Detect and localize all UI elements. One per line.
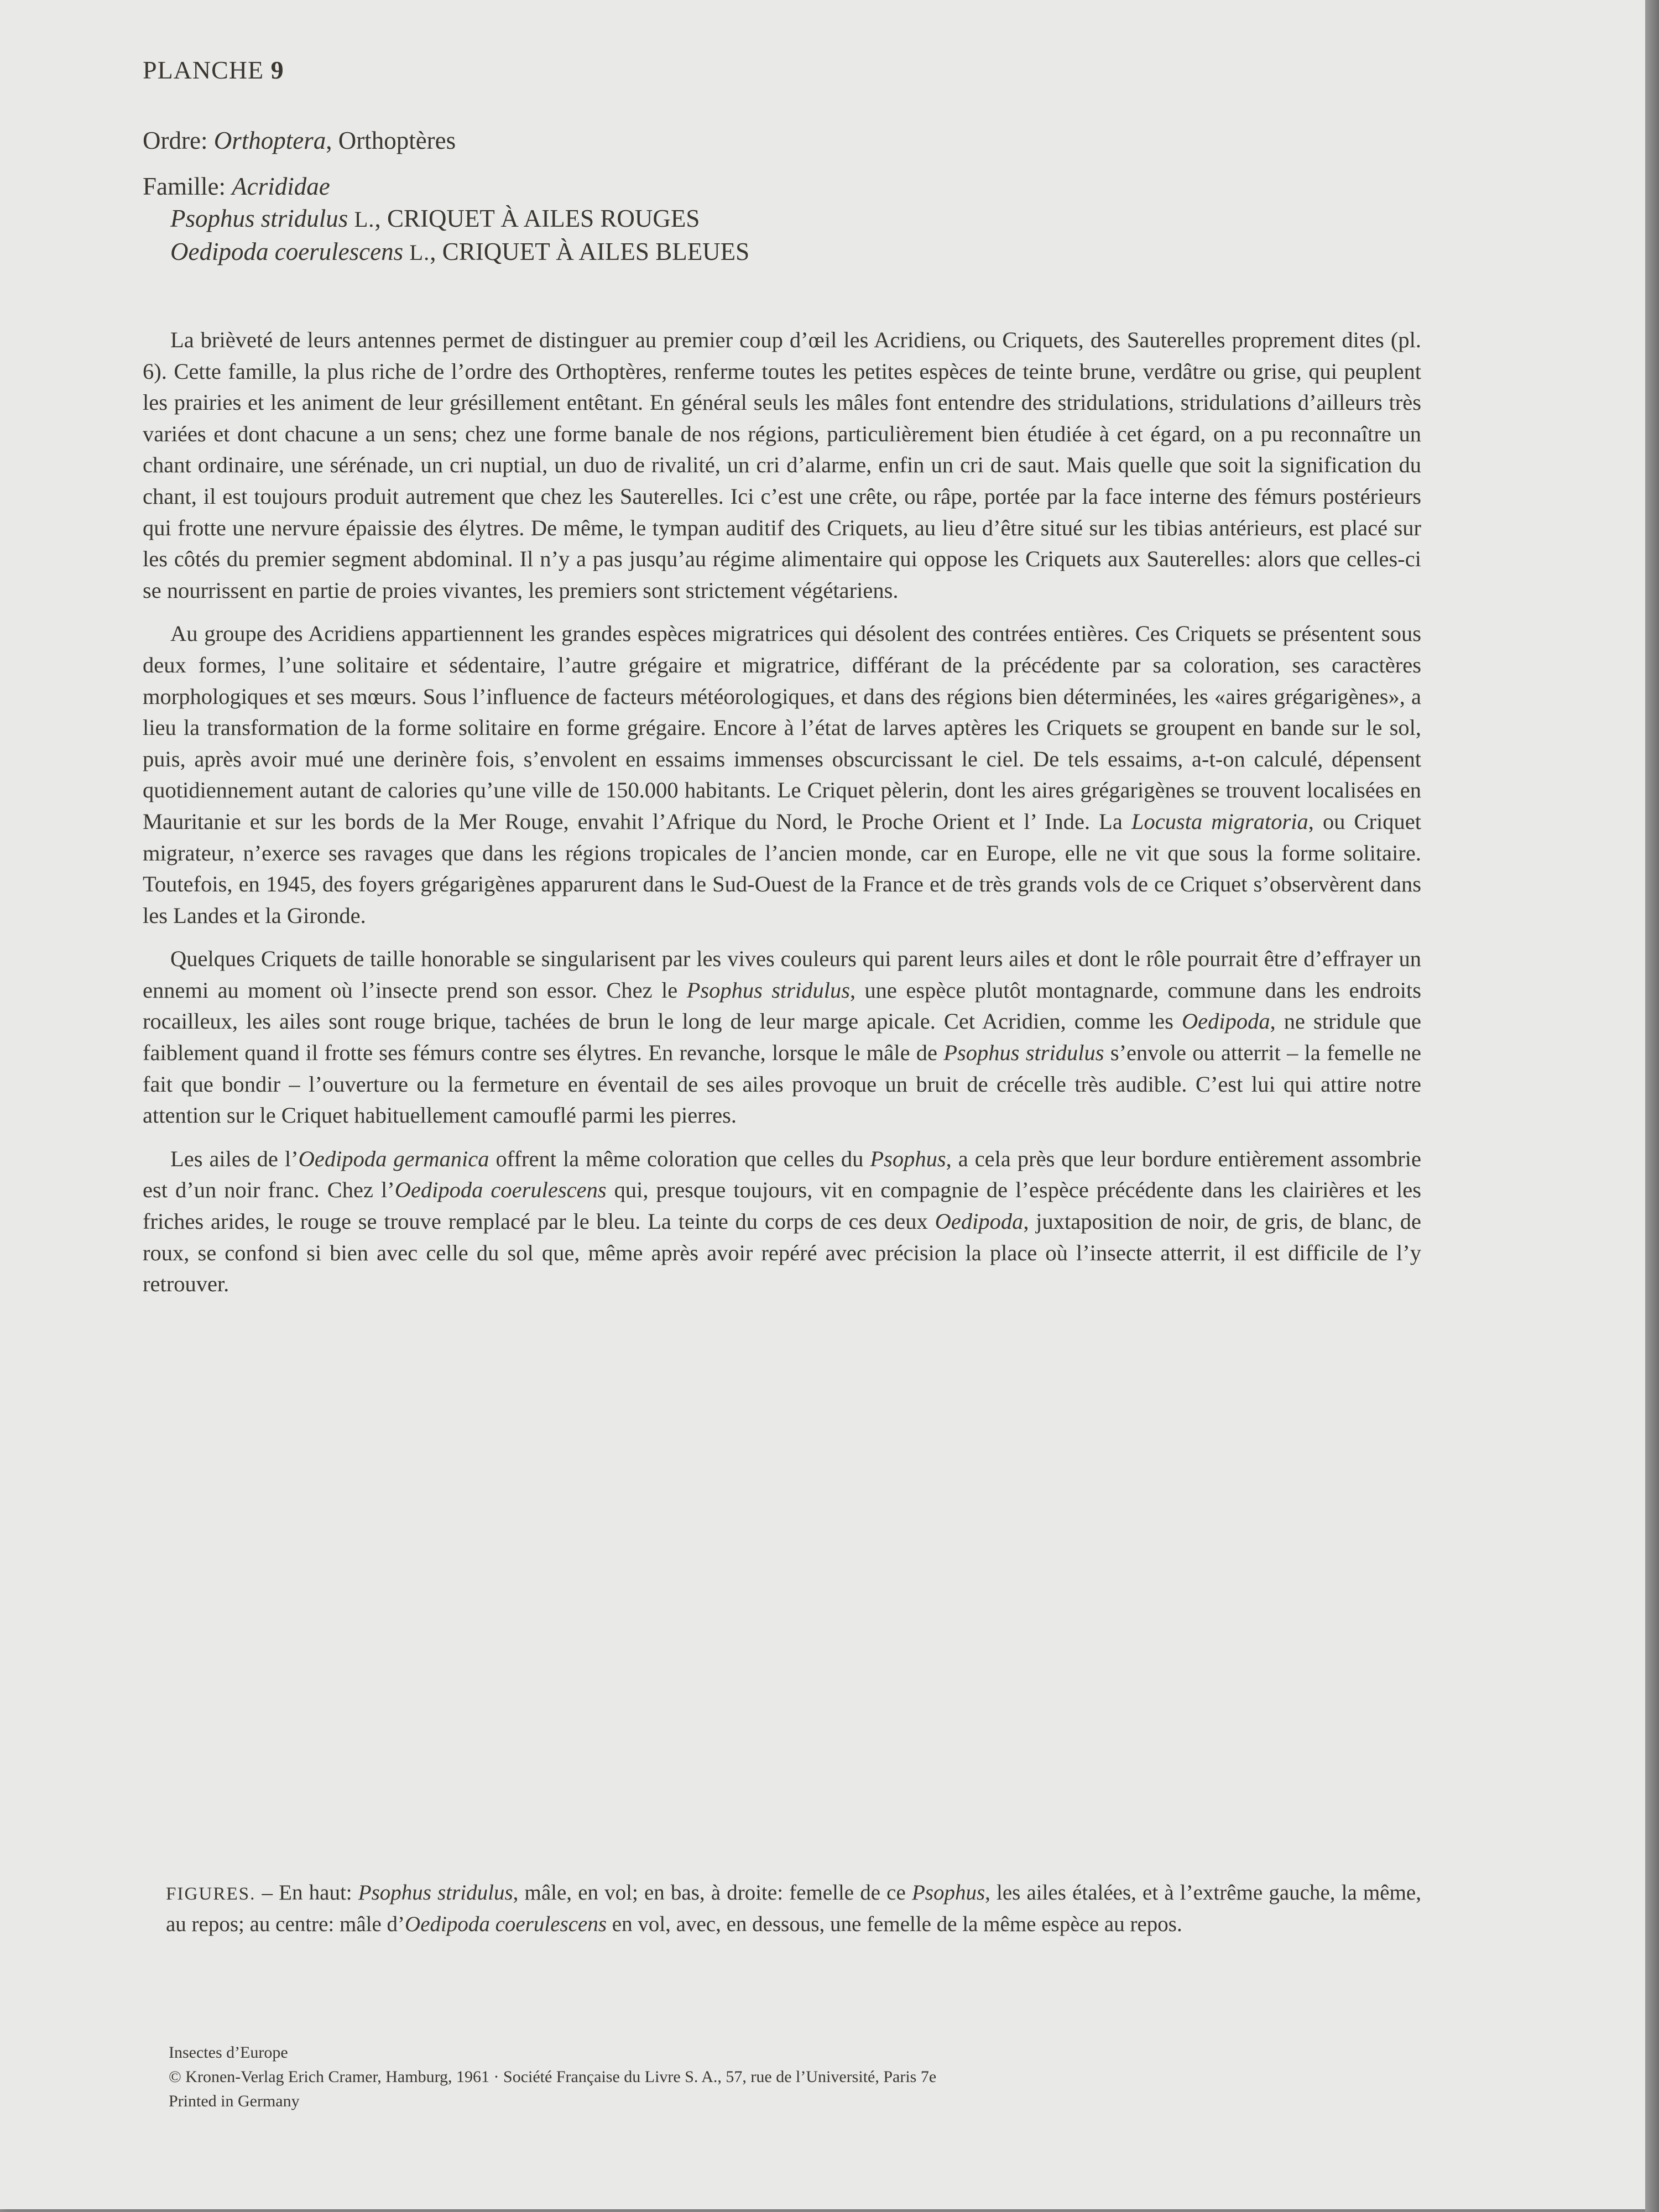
- paragraph-text: , juxtaposition de noir, de gris, de blanc, de roux, se confond si bien avec celle du sol que, même après avoir repéré avec précision la place où l’insecte atterrit, il est difficile de l’y retrouver.: [143, 1209, 1421, 1297]
- paragraph-1: [143, 325, 1421, 606]
- italic-term: Oedipoda: [935, 1209, 1024, 1234]
- caption-text: , les ailes étalées, et à l’extrême gauche, la même, au repos; au centre: mâle d’: [166, 1881, 1421, 1936]
- printed-in: Printed in Germany: [169, 2092, 300, 2110]
- species-common-name: CRIQUET À AILES BLEUES: [442, 238, 750, 265]
- species-latin: Oedipoda coerulescens: [170, 238, 404, 265]
- family-line: [143, 170, 749, 202]
- order-label: Ordre:: [143, 127, 208, 154]
- body-text: [143, 325, 1421, 1312]
- italic-term: Oedipoda coerulescens: [394, 1177, 607, 1203]
- paragraph-text: Au groupe des Acridiens appartiennent les grandes espèces migratrices qui désolent des contrées entières. Ces Criquets se présentent sous deux formes, l’une solitaire et sédentaire, l’autre grégaire et migratrice, différant de la précédente par sa coloration, ses caractères morphologiques et ses mœurs. Sous l’influence de facteurs météorologiques, et dans des régions bien déterminées, les «aires grégarigènes», a lieu la transformation de la forme solitaire en forme grégaire. Encore à l’état de larves aptères les Criquets se groupent en bande sur le sol, puis, après avoir mué une derinère fois, s’envolent en essaims immenses obscurcissant le ciel. De tels essaims, a-t-on calculé, dépensent quotidiennement autant de calories qu’une ville de 150.000 habitants. Le Criquet pèlerin, dont les aires grégarigènes se trouvent localisées en Mauritanie et sur les bords de la Mer Rouge, envahit l’Afrique du Nord, le Proche Orient et l’ Inde. La: [143, 621, 1421, 834]
- family-block: [143, 170, 749, 269]
- caption-text: en vol, avec, en dessous, une femelle de la même espèce au repos.: [607, 1912, 1182, 1936]
- species-line: Psophus stridulus L., CRIQUET À AILES ROUGES: [170, 205, 700, 232]
- paragraph-text: qui, presque toujours, vit en compagnie de l’espèce précédente dans les clairières et les friches arides, le rouge se trouve remplacé par le bleu. La teinte du corps de ces deux: [143, 1177, 1421, 1234]
- paragraph-2: [143, 618, 1421, 931]
- order-french: , Orthoptères: [326, 127, 456, 154]
- plate-heading: [143, 55, 284, 85]
- italic-term: Locusta migratoria: [1131, 808, 1308, 834]
- species-line: Oedipoda coerulescens L., CRIQUET À AILES BLEUES: [170, 238, 750, 265]
- paragraph-text: s’envole ou atterrit – la femelle ne fait que bondir – l’ouverture ou la fermeture en éventail de ses ailes provoque un bruit de crécelle très audible. C’est lui qui attire notre attention sur le Criquet habituellement camouflé parmi les pierres.: [143, 1040, 1421, 1128]
- paragraph-4: [143, 1144, 1421, 1300]
- figures-label: FIGURES.: [166, 1884, 256, 1904]
- plate-number: 9: [270, 56, 284, 84]
- order-latin: Orthoptera: [213, 127, 326, 154]
- italic-term: Oedipoda germanica: [298, 1146, 489, 1171]
- paragraph-text: , ou Criquet migrateur, n’exerce ses ravages que dans les régions tropicales de l’ancien monde, car en Europe, elle ne vit que sous la forme solitaire. Toutefois, en 1945, des foyers grégarigènes apparurent dans le Sud-Ouest de la France et de très grands vols de ce Criquet s’observèrent dans les Landes et la Gironde.: [143, 808, 1421, 928]
- italic-term: Psophus stridulus: [943, 1040, 1104, 1066]
- paragraph-text: Les ailes de l’: [170, 1146, 299, 1171]
- caption-text: , mâle, en vol; en bas, à droite: femelle de ce: [513, 1881, 912, 1905]
- italic-term: Psophus stridulus: [358, 1881, 513, 1905]
- italic-term: Oedipoda: [1181, 1009, 1270, 1034]
- italic-term: Psophus: [911, 1881, 985, 1905]
- paragraph-text: La brièveté de leurs antennes permet de distinguer au premier coup d’œil les Acridiens, ou Criquets, des Sauterelles proprement dites (pl. 6). Cette famille, la plus riche de l’ordre des Orthoptères, renferme toutes les petites espèces de teinte brune, verdâtre ou grise, qui peuplent les prairies et les animent de leur grésillement entêtant. En général seuls les mâles font entendre des stridulations, stridulations d’ailleurs très variées et dont chacune a un sens; chez une forme banale de nos régions, particulièrement bien étudiée à cet égard, on a pu reconnaître un chant ordinaire, une sérénade, un cri nuptial, un duo de rivalité, un cri d’alarme, enfin un cri de saut. Mais quelle que soit la signification du chant, il est toujours produit autrement que chez les Sauterelles. Ici c’est une crête, ou râpe, portée par la face interne des fémurs postérieurs qui frotte une nervure épaissie des élytres. De même, le tympan auditif des Criquets, au lieu d’être situé sur les tibias antérieurs, est placé sur les côtés du premier segment abdominal. Il n’y a pas jusqu’au régime alimentaire qui oppose les Criquets aux Sauterelles: alors que celles-ci se nourrissent en partie de proies vivantes, les premiers sont strictement végétariens.: [143, 327, 1421, 603]
- species-author: L.: [354, 207, 375, 232]
- paragraph-text: , ne stridule que faiblement quand il frotte ses fémurs contre ses élytres. En revanche, lorsque le mâle de: [143, 1009, 1421, 1066]
- series-title: Insectes d’Europe: [169, 2043, 288, 2062]
- italic-term: Oedipoda coerulescens: [405, 1912, 607, 1936]
- family-latin: Acrididae: [232, 173, 330, 200]
- page-edge: [1645, 0, 1659, 2212]
- paragraph-text: , a cela près que leur bordure entièrement assombrie est d’un noir franc. Chez l’: [143, 1146, 1421, 1203]
- caption-text: – En haut:: [255, 1881, 358, 1905]
- paragraph-text: , une espèce plutôt montagnarde, commune dans les endroits rocailleux, les ailes sont rouge brique, tachées de brun le long de leur marge apicale. Cet Acridien, comme les: [143, 977, 1421, 1034]
- species-author: L.: [409, 240, 430, 265]
- order-line: [143, 126, 456, 155]
- colophon: [169, 2041, 936, 2114]
- family-label: Famille:: [143, 173, 226, 200]
- species-common-name: CRIQUET À AILES ROUGES: [387, 205, 700, 232]
- italic-term: Psophus stridulus: [686, 977, 851, 1003]
- italic-term: Psophus: [870, 1146, 946, 1171]
- plate-label: PLANCHE: [143, 56, 264, 84]
- species-latin: Psophus stridulus: [170, 205, 348, 232]
- paragraph-3: [143, 943, 1421, 1131]
- paragraph-text: offrent la même coloration que celles du: [489, 1146, 870, 1171]
- figures-caption: [166, 1877, 1421, 1939]
- copyright-line: © Kronen-Verlag Erich Cramer, Hamburg, 1961 · Société Française du Livre S. A., 57, rue de l’Université, Paris 7e: [169, 2068, 937, 2086]
- paragraph-text: Quelques Criquets de taille honorable se singularisent par les vives couleurs qui parent leurs ailes et dont le rôle pourrait être d’effrayer un ennemi au moment où l’insecte prend son essor. Chez le: [143, 946, 1421, 1003]
